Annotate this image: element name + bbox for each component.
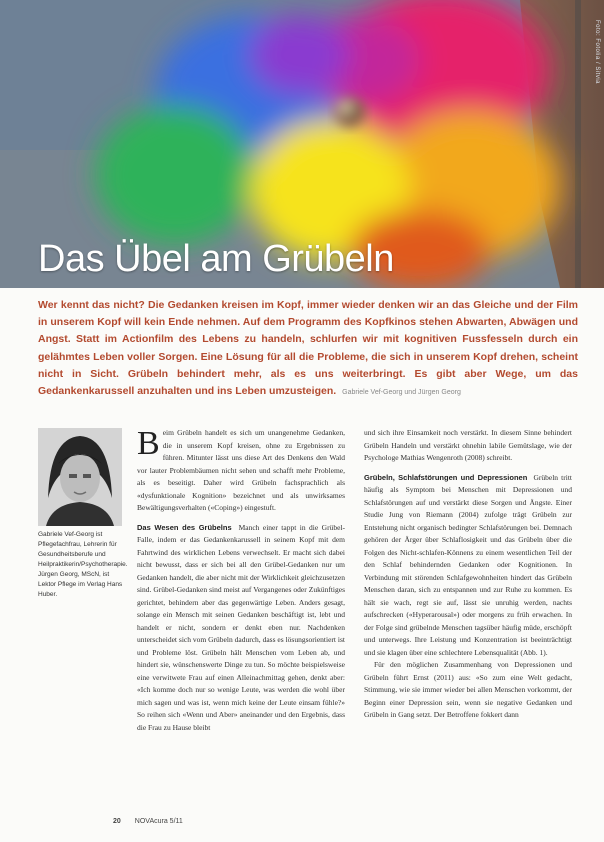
journal-name: NOVAcura 5/11 [134,818,183,825]
page-number: 20 [113,818,121,825]
author-portrait [38,428,122,526]
body-column-1 [137,427,345,734]
photo-credit: Foto: Fotolia / Sitvia [594,20,600,85]
lead-paragraph [38,297,578,401]
portrait-image [38,428,122,526]
paragraph: und sich ihre Einsamkeit noch verstärkt. In diesem Sinne behindert Grübeln Handeln und verstärkt ohnehin labile Gemütslage, wie der Psychologe Mathias Wengenroth (2008) schreibt. [364,428,572,462]
section-paragraph [364,472,572,660]
drop-cap: B [137,425,160,462]
section-paragraph [137,522,345,735]
author-byline: Gabriele Vef-Georg und Jürgen Georg [342,389,461,397]
intro-text: eim Grübeln handelt es sich um unangenehme Gedanken, die in unserem Kopf kreisen, ohne zu Ergebnissen zu führen. Mitunter lässt uns diese Art des Denkens den Wald vor lauter Problembäumen nicht sehen und schafft mehr Probleme, als es beseitigt. Daher wird Grübeln fachsprachlich als «dysfunktionale Kognition» bezeichnet und als unwirksames Bewältigungsverhalten («Coping») eingestuft. [137,428,345,512]
section-heading: Das Wesen des Grübelns [137,522,232,532]
hero-image [0,0,604,288]
article-title: Das Übel am Grübeln [38,238,394,280]
page-footer [113,818,183,825]
lead-text: Wer kennt das nicht? Die Gedanken kreisen im Kopf, immer wieder denken wir an das Gleiche und der Film in unserem Kopf will kein Ende nehmen. Auf dem Programm des Kopfkinos stehen Abwarten, Abwägen und Angst. Statt im Actionfilm des Lebens zu handeln, schlurfen wir mit kognitiven Fussfesseln durch ein gelähmtes Leben voller Sorgen. Eine Lösung für all die Probleme, die sich in unserem Kopf drehen, scheint nicht in Sicht. Grübeln behindert mehr, als es uns weiterbringt. Es gibt aber Wege, um das Gedankenkarussell anzuhalten und ins Leben umzusteigen. [38,299,578,398]
section-heading: Grübeln, Schlafstörungen und Depressionen [364,472,528,482]
caption-author-2: Jürgen Georg, MScN, ist Lektor Pflege im Verlag Hans Huber. [38,571,123,598]
paragraph: Für den möglichen Zusammenhang von Depressionen und Grübeln führt Ernst (2011) aus: «So zum eine Welt gedacht, Stimmung, wie sie immer wieder bei allen Menschen vorkommt, der Beginn einer Depression sein, wenn sie negative Gedanken und Grübeln in Gang setzt. Der Betroffene fokkert dann [364,660,572,719]
section-text: Grübeln tritt häufig als Symptom bei Menschen mit Depressionen und Schlafstörungen auf und verstärkt diese Sorgen und Ängste. Einer Studie Jung von Riemann (2004) zufolge trägt Grübeln zur Entstehung nicht organisch bedingter Schlafstörungen bei. Demnach gehören der Ärger über Schlaflosigkeit und das Grübeln über die Folgen des Nicht-schlafen-Könnens zu einem wesentlichen Teil der den Schlaf behindernden Gedanken oder Kognitionen. In Verbindung mit störenden Schlafgewohnheiten hindert das Grübeln Menschen daran, sich zu entspannen und zur Ruhe zu kommen. Es hält sie wach, regt sie auf, lässt sie unruhig werden, nachts aufschrecken («Hyperarousal») oder morgens zu früh erwachen. In der Folge sind grübelnde Menschen tagsüber häufig müde, erschöpft und unterwegs. Ihre Leistung und Konzentration ist beeinträchtigt und sie klagen über eine schlechtere Lebensqualität (Abb. 1). [364,472,572,657]
body-column-2 [364,427,572,722]
caption-author-1: Gabriele Vef-Georg ist Pflegefachfrau, Lehrerin für Gesundheitsberufe und Heilpraktikerin/Psychotherapie. [38,531,128,568]
intro-paragraph [137,427,345,515]
author-caption [38,530,128,600]
section-text: Manch einer tappt in die Grübel-Falle, indem er das Gedankenkarussell in seinem Kopf mit dem Fahrtwind des wirklichen Lebens verwechselt. Er macht sich dabei nicht bewusst, dass er sich bei all den Grübel-Gedanken nur um Gedanken handelt, die aber nicht mit der Wirklichkeit gleichzusetzen sind. Grübel-Gedanken sind meist auf Vergangenes oder Zukünftiges gerichtet, behindern aber das gegenwärtige Leben. Anders gesagt, solange ein Mensch mit seinen Gedanken beschäftigt ist, lebt und handelt er nicht, sondern er denkt eben nur. Nachdenken unterscheidet sich vom Grübeln dadurch, dass es lösungsorientiert ist und Probleme löst. Grübeln hält Menschen vom Leben ab, und hindert sie, wünschenswerte Dinge zu tun. So möchte beispielsweise eine verwitwete Frau auf einen Alleinachmittag gehen, denkt aber: «Ich komme doch nur so wenige Leute, was werden die wohl über mich sagen und was ist, wenn mich keine der Leute einsam fühle?» So reihen sich «Wenn und Aber» aneinander und den Ergebnis, dass die Frau zu Hause bleibt [137,522,345,732]
